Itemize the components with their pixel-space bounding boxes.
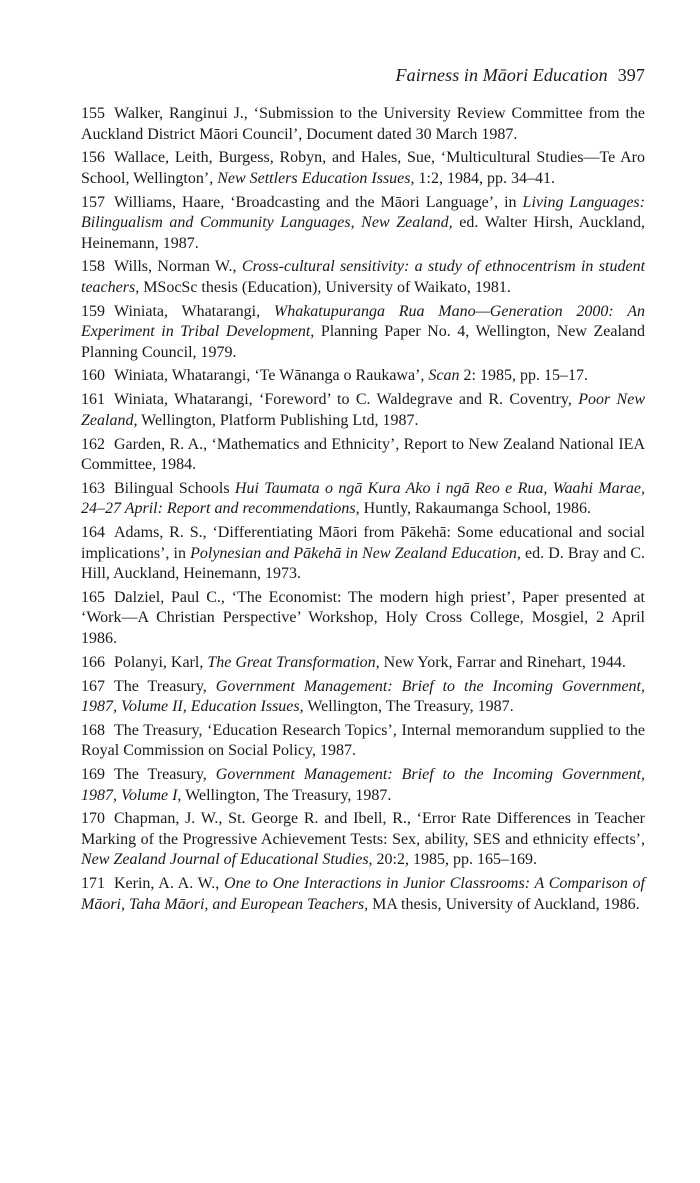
reference-text: Chapman, J. W., St. George R. and Ibell, R., ‘Error Rate Differences in Teacher Marking of the Progressive Achievement Tests: Sex, ability, SES and ethnicity effects’, <box>81 810 645 848</box>
reference-title-italic: The Great Transformation, <box>207 653 380 671</box>
reference-text: Winiata, Whatarangi, ‘Te Wānanga o Raukawa’, <box>114 367 429 385</box>
reference-number: 161 <box>81 391 105 409</box>
reference-text: Wellington, The Treasury, 1987. <box>303 698 514 716</box>
reference-title-italic: Scan <box>428 367 460 385</box>
reference-number: 163 <box>81 479 105 497</box>
reference-text: ed. Walter Hirsh, Auckland, Heinemann, 1987. <box>81 214 645 252</box>
reference-text: Wellington, The Treasury, 1987. <box>181 786 392 804</box>
reference-title-italic: New Settlers Education Issues, <box>217 169 415 187</box>
reference-text: Dalziel, Paul C., ‘The Economist: The modern high priest’, Paper presented at ‘Work—A Christian Perspective’ Workshop, Holy Cross College, Mosgiel, 2 April 1986. <box>81 588 645 647</box>
reference-title-italic: Government Management: Brief to the Incoming Government, 1987, Volume I, <box>81 766 646 804</box>
reference-item <box>81 874 645 915</box>
reference-text: 2: 1985, pp. 15–17. <box>459 367 588 385</box>
reference-item <box>81 523 645 585</box>
reference-item <box>81 653 645 674</box>
reference-title-italic: Hui Taumata o ngā Kura Ako i ngā Reo e Rua, Waahi Marae, 24–27 April: Report and recommendations, <box>81 479 645 518</box>
reference-number: 166 <box>81 653 105 671</box>
reference-title-italic: Whakatupuranga Rua Mano—Generation 2000: An Experiment in Tribal Development, <box>81 302 645 341</box>
reference-title-italic: New Zealand Journal of Educational Studies, <box>81 851 373 869</box>
reference-text: Walker, Ranginui J., ‘Submission to the University Review Committee from the Auckland District Māori Council’, Document dated 30 March 1987. <box>81 105 645 143</box>
reference-number: 156 <box>81 149 105 167</box>
reference-text: Garden, R. A., ‘Mathematics and Ethnicity’, Report to New Zealand National IEA Committee, 1984. <box>81 435 645 474</box>
reference-text: Williams, Haare, ‘Broadcasting and the Māori Language’, in <box>114 193 523 211</box>
reference-item <box>81 302 645 364</box>
reference-item <box>81 765 645 806</box>
reference-title-italic: Cross-cultural sensitivity: a study of ethnocentrism in student teachers, <box>81 258 646 296</box>
reference-text: MSocSc thesis (Education), University of Waikato, 1981. <box>139 278 511 296</box>
reference-list <box>81 104 645 915</box>
reference-text: Huntly, Rakaumanga School, 1986. <box>359 500 592 518</box>
reference-text: Wallace, Leith, Burgess, Robyn, and Hales, Sue, ‘Multicultural Studies—Te Aro School, Wellington’, <box>81 149 645 187</box>
reference-text: Adams, R. S., ‘Differentiating Māori from Pākehā: Some educational and social implications’, in <box>81 524 645 562</box>
reference-item <box>81 366 645 387</box>
reference-title-italic: One to One Interactions in Junior Classrooms: A Comparison of Māori, Taha Māori, and European Teachers, <box>81 875 645 913</box>
reference-item <box>81 677 645 718</box>
reference-title-italic: Poor New Zealand, <box>81 391 646 429</box>
reference-item <box>81 588 645 650</box>
reference-number: 165 <box>81 588 105 606</box>
reference-text: New York, Farrar and Rinehart, 1944. <box>379 653 626 671</box>
reference-title-italic: Government Management: Brief to the Incoming Government, 1987, Volume II, Education Issues, <box>81 677 646 716</box>
reference-text: Polanyi, Karl, <box>114 653 208 671</box>
reference-item <box>81 257 645 298</box>
reference-number: 162 <box>81 435 105 453</box>
reference-text: MA thesis, University of Auckland, 1986. <box>368 895 640 913</box>
reference-item <box>81 435 645 476</box>
reference-text: 1:2, 1984, pp. 34–41. <box>414 169 555 187</box>
reference-number: 160 <box>81 367 105 385</box>
reference-number: 169 <box>81 766 105 784</box>
reference-number: 170 <box>81 810 105 828</box>
reference-text: 20:2, 1985, pp. 165–169. <box>372 851 537 869</box>
reference-title-italic: Polynesian and Pākehā in New Zealand Education, <box>190 544 521 562</box>
reference-text: The Treasury, <box>114 766 216 784</box>
reference-text: Wills, Norman W., <box>114 258 242 276</box>
book-page <box>81 62 645 919</box>
reference-item <box>81 479 645 520</box>
reference-title-italic: Living Languages: Bilingualism and Community Languages, New Zealand, <box>81 193 645 232</box>
reference-text: The Treasury, ‘Education Research Topics’, Internal memorandum supplied to the Royal Commission on Social Policy, 1987. <box>81 721 645 760</box>
reference-number: 158 <box>81 258 105 276</box>
reference-item <box>81 809 645 871</box>
reference-text: Winiata, Whatarangi, <box>114 302 274 320</box>
reference-item <box>81 193 645 255</box>
reference-text: Planning Paper No. 4, Wellington, New Zealand Planning Council, 1979. <box>81 323 645 361</box>
reference-text: ed. D. Bray and C. Hill, Auckland, Heinemann, 1973. <box>81 544 645 583</box>
running-head <box>81 62 645 88</box>
reference-item <box>81 104 645 145</box>
reference-text: Bilingual Schools <box>114 479 235 497</box>
reference-text: Kerin, A. A. W., <box>114 875 225 893</box>
reference-number: 159 <box>81 302 105 320</box>
reference-item <box>81 148 645 189</box>
reference-number: 171 <box>81 875 105 893</box>
reference-item <box>81 390 645 431</box>
reference-text: Winiata, Whatarangi, ‘Foreword’ to C. Waldegrave and R. Coventry, <box>114 391 579 409</box>
reference-text: The Treasury, <box>114 677 216 695</box>
reference-text: Wellington, Platform Publishing Ltd, 1987. <box>137 411 419 429</box>
reference-number: 157 <box>81 193 105 211</box>
reference-number: 168 <box>81 721 105 739</box>
running-head-title: Fairness in Māori Education <box>395 65 608 85</box>
reference-number: 164 <box>81 524 105 542</box>
reference-number: 167 <box>81 677 105 695</box>
page-number: 397 <box>617 65 645 85</box>
reference-item <box>81 721 645 762</box>
reference-number: 155 <box>81 105 105 122</box>
